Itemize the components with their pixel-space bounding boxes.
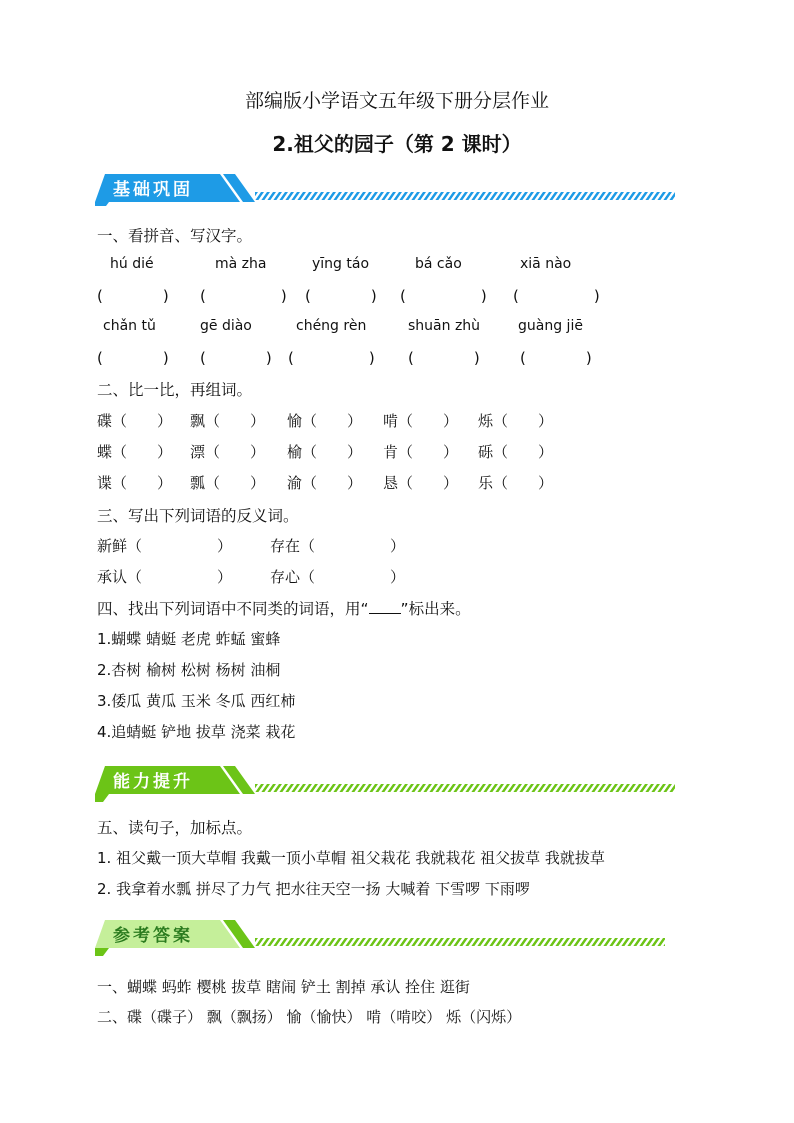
page-subtitle: 2.祖父的园子（第 2 课时）: [272, 132, 522, 156]
section-label-ability: 能力提升: [113, 772, 193, 792]
answer-box[interactable]: ( ): [520, 349, 592, 367]
q4-line: 3.倭瓜 黄瓜 玉米 冬瓜 西红柿: [97, 692, 296, 710]
char: 渝: [287, 474, 303, 492]
compare-char[interactable]: 榆（ ）: [287, 443, 363, 461]
char: 飘: [190, 412, 206, 430]
pinyin-xianao: xiā nào: [520, 256, 572, 272]
char: 砾: [478, 443, 494, 461]
q4-heading: [97, 597, 471, 619]
char: 烁: [478, 412, 494, 430]
page-title: 部编版小学语文五年级下册分层作业: [244, 90, 549, 112]
section-banner-basic: [95, 172, 680, 206]
underline-mark: [369, 599, 401, 614]
char: 瓢: [190, 474, 206, 492]
answer-box[interactable]: ( ): [200, 349, 272, 367]
q4-line: 2.杏树 榆树 松树 杨树 油桐: [97, 661, 281, 679]
section-label-answer: 参考答案: [113, 926, 193, 946]
answer-line: 一、蝴蝶 蚂蚱 樱桃 拔草 瞎闹 铲土 割掉 承认 拴住 逛街: [97, 978, 470, 996]
q5-line: 1. 祖父戴一顶大草帽 我戴一顶小草帽 祖父栽花 我就栽花 祖父拔草 我就拔草: [97, 849, 605, 867]
answer-line: 二、碟（碟子） 飘（飘扬） 愉（愉快） 啃（啃咬） 烁（闪烁）: [97, 1008, 522, 1026]
compare-char[interactable]: 渝（ ）: [287, 474, 363, 492]
pinyin-yingtao: yīng táo: [312, 256, 370, 272]
compare-char[interactable]: 谍（ ）: [97, 474, 173, 492]
compare-char[interactable]: 碟（ ）: [97, 412, 173, 430]
compare-char[interactable]: 砾（ ）: [478, 443, 554, 461]
compare-char[interactable]: 瓢（ ）: [190, 474, 266, 492]
compare-char[interactable]: 肯（ ）: [383, 443, 459, 461]
pinyin-guangjie: guàng jiē: [518, 318, 583, 334]
word: 存心: [270, 568, 301, 586]
pinyin-gediao: gē diào: [200, 318, 252, 334]
answer-box[interactable]: ( ): [305, 287, 377, 305]
antonym-item[interactable]: 存心（ ）: [270, 568, 406, 586]
q5-line: 2. 我拿着水瓢 拼尽了力气 把水往天空一扬 大喊着 下雪啰 下雨啰: [97, 880, 530, 898]
answer-box[interactable]: ( ): [513, 287, 600, 305]
section-label-basic: 基础巩固: [113, 180, 193, 200]
char: 榆: [287, 443, 303, 461]
char: 乐: [478, 474, 494, 492]
section-banner-answer: [95, 918, 680, 952]
pinyin-mazha: mà zha: [215, 256, 267, 272]
compare-char[interactable]: 愉（ ）: [287, 412, 363, 430]
word: 承认: [97, 568, 128, 586]
q1-heading: 一、看拼音、写汉字。: [97, 227, 253, 245]
q2-heading: 二、比一比，再组词。: [97, 381, 253, 399]
answer-box[interactable]: ( ): [200, 287, 287, 305]
section-banner-ability: [95, 764, 680, 798]
pinyin-chengren: chéng rèn: [296, 318, 367, 334]
compare-char[interactable]: 啃（ ）: [383, 412, 459, 430]
compare-char[interactable]: 恳（ ）: [383, 474, 459, 492]
q4-heading-post: ”标出来。: [400, 600, 471, 618]
compare-char[interactable]: 漂（ ）: [190, 443, 266, 461]
compare-char[interactable]: 飘（ ）: [190, 412, 266, 430]
char: 漂: [190, 443, 206, 461]
word: 新鲜: [97, 537, 128, 555]
answer-box[interactable]: ( ): [288, 349, 375, 367]
answer-box[interactable]: ( ): [400, 287, 487, 305]
compare-char[interactable]: 蝶（ ）: [97, 443, 173, 461]
char: 愉: [287, 412, 303, 430]
compare-char[interactable]: 乐（ ）: [478, 474, 554, 492]
q4-line: 1.蝴蝶 蜻蜓 老虎 蚱蜢 蜜蜂: [97, 630, 281, 648]
char: 恳: [383, 474, 399, 492]
char: 啃: [383, 412, 399, 430]
answer-box[interactable]: ( ): [97, 349, 169, 367]
q4-heading-pre: 四、找出下列词语中不同类的词语，用“: [97, 600, 369, 618]
answer-box[interactable]: ( ): [97, 287, 169, 305]
antonym-item[interactable]: 承认（ ）: [97, 568, 233, 586]
antonym-item[interactable]: 新鲜（ ）: [97, 537, 233, 555]
pinyin-chantu: chǎn tǔ: [103, 318, 156, 334]
char: 蝶: [97, 443, 113, 461]
q3-heading: 三、写出下列词语的反义词。: [97, 507, 299, 525]
q5-heading: 五、读句子，加标点。: [97, 819, 253, 837]
pinyin-shuanzhu: shuān zhù: [408, 318, 481, 334]
word: 存在: [270, 537, 301, 555]
char: 碟: [97, 412, 113, 430]
q4-line: 4.追蜻蜓 铲地 拔草 浇菜 栽花: [97, 723, 296, 741]
pinyin-hudie: hú dié: [110, 256, 154, 272]
antonym-item[interactable]: 存在（ ）: [270, 537, 406, 555]
char: 肯: [383, 443, 399, 461]
pinyin-bacao: bá cǎo: [415, 256, 462, 272]
char: 谍: [97, 474, 113, 492]
compare-char[interactable]: 烁（ ）: [478, 412, 554, 430]
answer-box[interactable]: ( ): [408, 349, 480, 367]
